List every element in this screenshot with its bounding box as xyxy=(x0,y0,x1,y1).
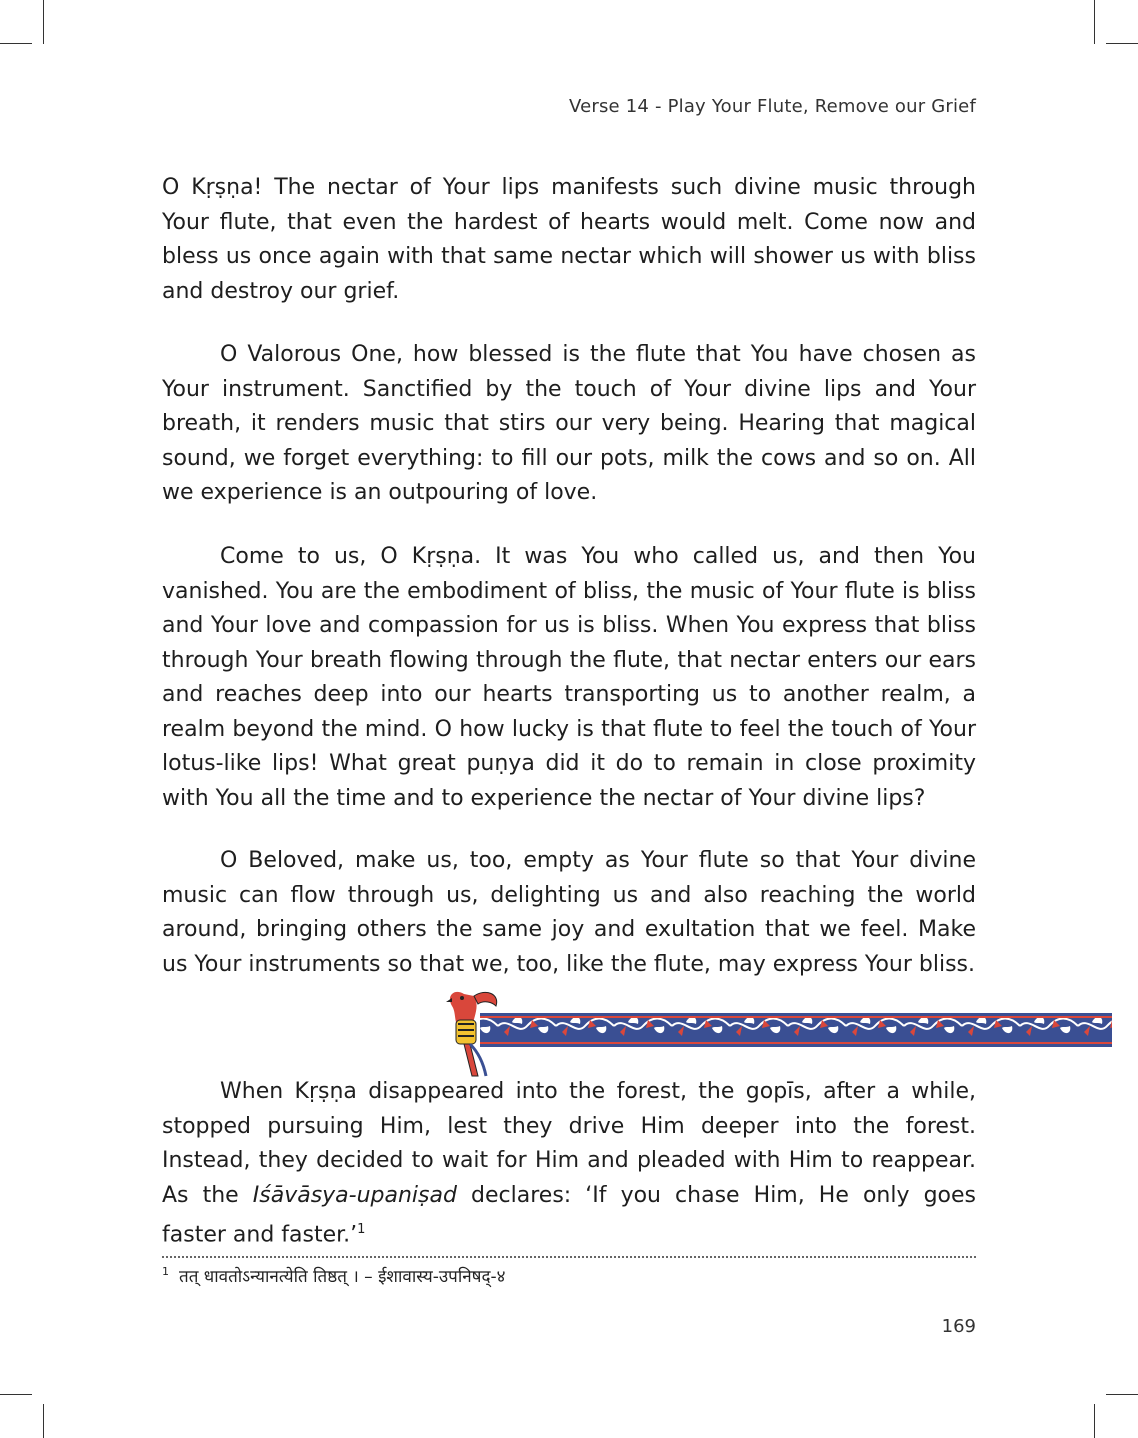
paragraph-text-part: When Kṛṣṇa disappeared into the forest, the gopīs, after a while, stopped pursuing Him, lest they drive Him deeper into the forest. Instead, they decided to wait for Him and pleaded with Him to reappear. As the xyxy=(162,1079,976,1208)
footnote-divider xyxy=(162,1256,976,1258)
crop-mark xyxy=(1106,43,1138,44)
paragraph-3 xyxy=(162,540,976,816)
crop-mark xyxy=(0,43,32,44)
running-header: Verse 14 - Play Your Flute, Remove our Grief xyxy=(568,96,976,117)
footnote-reference[interactable]: 1 xyxy=(357,1222,366,1237)
paragraph-4 xyxy=(162,844,976,982)
crop-mark xyxy=(43,1404,44,1438)
crop-mark xyxy=(1106,1394,1138,1395)
scripture-title: Iśāvāsya-upaniṣad xyxy=(252,1182,457,1208)
paragraph-text: O Valorous One, how blessed is the flute that You have chosen as Your instrument. Sanctified by the touch of Your divine lips and Your breath, it renders music that stirs our very being. Hearing that magical sound, we forget everything: to fill our pots, milk the cows and so on. All we experience is an outpouring of love. xyxy=(162,342,976,505)
paragraph-1 xyxy=(162,171,976,309)
paragraph-text: O Kṛṣṇa! The nectar of Your lips manifests such divine music through Your flute, that even the hardest of hearts would melt. Come now and bless us once again with that same nectar which will shower us with bliss and destroy our grief. xyxy=(162,175,976,304)
paragraph-2 xyxy=(162,338,976,511)
paragraph-text: Come to us, O Kṛṣṇa. It was You who called us, and then You vanished. You are the embodiment of bliss, the music of Your flute is bliss and Your love and compassion for us is bliss. When You express that bliss through Your breath flowing through the flute, that nectar enters our ears and reaches deep into our hearts transporting us to another realm, a realm beyond the mind. O how lucky is that flute to feel the touch of Your lotus-like lips! What great puṇya did it do to remain in close proximity with You all the time and to experience the nectar of Your divine lips? xyxy=(162,544,976,811)
crop-mark xyxy=(1094,1404,1095,1438)
footnote xyxy=(162,1264,506,1287)
paragraph-text-part: declares: ‘If you chase Him, He only goes faster and faster.’ xyxy=(162,1182,976,1248)
page-number: 169 xyxy=(941,1316,976,1337)
footnote-text: तत् धावतोऽन्यानत्येति तिष्ठत् । – ईशावास्य-उपनिषद्-४ xyxy=(179,1267,506,1287)
paragraph-text xyxy=(162,1075,976,1253)
crop-mark xyxy=(1094,0,1095,44)
paragraph-text: O Beloved, make us, too, empty as Your flute so that Your divine music can flow through us, delighting us and also reaching the world around, bringing others the same joy and exultation that we feel. Make us Your instruments so that we, too, like the flute, may express Your bliss. xyxy=(162,848,976,977)
crop-mark xyxy=(0,1394,32,1395)
decorative-border-ornament xyxy=(440,984,1112,1078)
footnote-marker: 1 xyxy=(162,1265,169,1279)
crop-mark xyxy=(43,0,44,44)
paragraph-5 xyxy=(162,1075,976,1253)
